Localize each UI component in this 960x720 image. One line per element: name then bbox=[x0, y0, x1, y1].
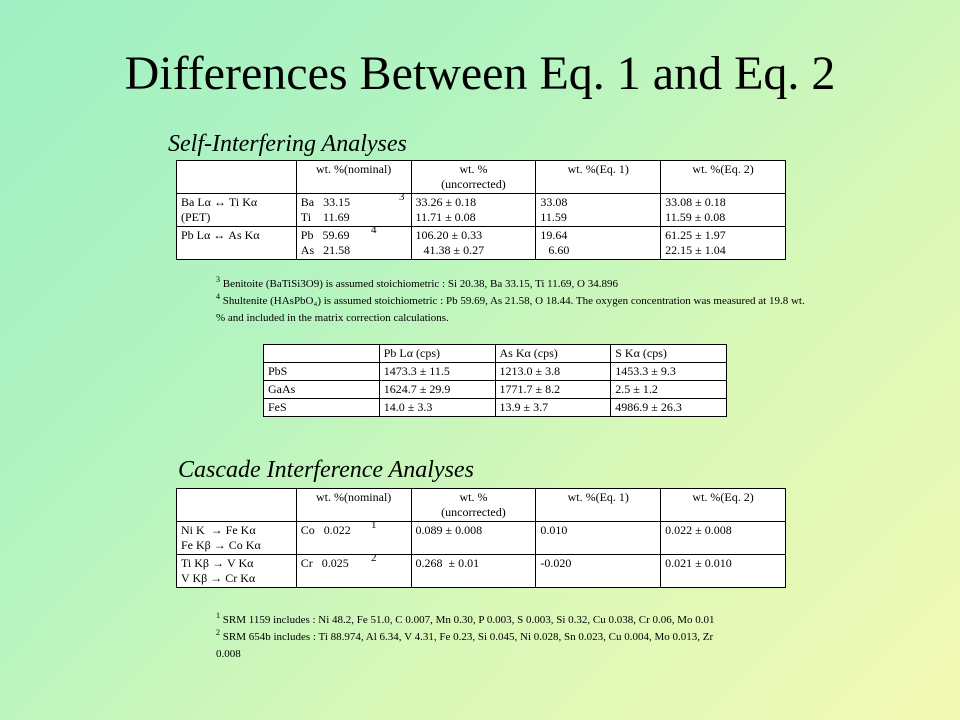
footnote-marker: 1 bbox=[371, 519, 377, 531]
line-cell bbox=[177, 555, 297, 588]
eq2-value: 22.15 ± 1.04 bbox=[665, 243, 726, 257]
footnote-text: SRM 1159 includes : Ni 48.2, Fe 51.0, C 0.007, Mn 0.30, P 0.003, S 0.003, Si 0.32, Cu 0.038, Cr 0.06, Mo 0.01 bbox=[220, 614, 715, 626]
footnote-sup: 1 bbox=[216, 611, 220, 620]
table-row bbox=[177, 555, 786, 588]
nominal-value: Co 0.022 bbox=[300, 523, 351, 537]
footnote-marker: 3 bbox=[399, 191, 405, 203]
header-cell bbox=[411, 489, 536, 522]
header-cell: Pb Lα (cps) bbox=[379, 345, 495, 363]
sample-cell: PbS bbox=[264, 363, 380, 381]
eq1-cell bbox=[536, 227, 661, 260]
footnote-sup: 3 bbox=[216, 275, 220, 284]
nominal-cell bbox=[296, 224, 411, 260]
value-cell: 1771.7 ± 8.2 bbox=[495, 381, 611, 399]
eq1-cell: -0.020 bbox=[536, 555, 661, 588]
nominal-value: Ba 33.15 bbox=[300, 195, 351, 209]
uncorrected-value: 106.20 ± 0.33 bbox=[415, 228, 483, 242]
header-line: wt. % (uncorrected) bbox=[441, 162, 506, 191]
footnote bbox=[216, 629, 716, 662]
uncorrected-value: 33.26 ± 0.18 bbox=[415, 195, 477, 209]
eq1-cell: 0.010 bbox=[536, 522, 661, 555]
footnotes-section2 bbox=[216, 612, 716, 662]
table-row bbox=[177, 522, 786, 555]
header-cell: wt. %(Eq. 2) bbox=[661, 161, 786, 194]
line-cell bbox=[177, 522, 297, 555]
uncorrected-cell bbox=[411, 194, 536, 227]
line-label: Fe Kβ → Co Kα bbox=[181, 538, 261, 552]
header-cell: wt. %(Eq. 1) bbox=[536, 489, 661, 522]
nominal-value: Ti 11.69 bbox=[300, 210, 350, 224]
cascade-table bbox=[176, 488, 786, 588]
header-cell bbox=[264, 345, 380, 363]
line-label: Ti Kβ → V Kα bbox=[181, 556, 254, 570]
line-label: V Kβ → Cr Kα bbox=[181, 571, 256, 585]
value-cell: 1213.0 ± 3.8 bbox=[495, 363, 611, 381]
header-cell: S Kα (cps) bbox=[611, 345, 727, 363]
eq1-value: 19.64 bbox=[540, 228, 568, 242]
nominal-cell bbox=[296, 552, 411, 588]
eq1-value: 11.59 bbox=[540, 210, 567, 224]
uncorrected-cell: 0.268 ± 0.01 bbox=[411, 555, 536, 588]
header-cell bbox=[177, 161, 297, 194]
line-cell bbox=[177, 194, 297, 227]
footnote bbox=[216, 612, 716, 629]
self-interfering-table bbox=[176, 160, 786, 260]
table-header-row bbox=[177, 161, 786, 194]
nominal-value: As 21.58 bbox=[300, 243, 351, 257]
table-row bbox=[177, 227, 786, 260]
table-row bbox=[177, 194, 786, 227]
eq2-value: 33.08 ± 0.18 bbox=[665, 195, 726, 209]
footnote-sup: 4 bbox=[216, 292, 220, 301]
line-label: Pb Lα ↔ As Kα bbox=[181, 228, 260, 242]
eq2-cell bbox=[661, 227, 786, 260]
cascade-heading: Cascade Interference Analyses bbox=[178, 457, 474, 483]
sample-cell: FeS bbox=[264, 399, 380, 417]
table-row bbox=[264, 363, 727, 381]
header-cell: wt. %(Eq. 1) bbox=[536, 161, 661, 194]
value-cell: 14.0 ± 3.3 bbox=[379, 399, 495, 417]
line-cell bbox=[177, 227, 297, 260]
sample-cell: GaAs bbox=[264, 381, 380, 399]
nominal-value: Cr 0.025 bbox=[300, 556, 349, 570]
eq1-value: 33.08 bbox=[540, 195, 568, 209]
value-cell: 13.9 ± 3.7 bbox=[495, 399, 611, 417]
eq2-value: 11.59 ± 0.08 bbox=[665, 210, 726, 224]
uncorrected-cell: 0.089 ± 0.008 bbox=[411, 522, 536, 555]
value-cell: 2.5 ± 1.2 bbox=[611, 381, 727, 399]
table-header-row bbox=[264, 345, 727, 363]
line-label: (PET) bbox=[181, 210, 211, 224]
header-cell: wt. %(nominal) bbox=[296, 161, 411, 194]
header-cell bbox=[411, 161, 536, 194]
footnote bbox=[216, 276, 816, 293]
table-row bbox=[264, 381, 727, 399]
uncorrected-cell bbox=[411, 227, 536, 260]
footnote-sup: 2 bbox=[216, 628, 220, 637]
uncorrected-value: 11.71 ± 0.08 bbox=[415, 210, 476, 224]
footnote-marker: 2 bbox=[371, 552, 377, 564]
eq1-value: 6.60 bbox=[548, 243, 570, 257]
cps-table bbox=[263, 344, 727, 417]
nominal-cell bbox=[296, 519, 411, 555]
line-label: Ba Lα ↔ Ti Kα bbox=[181, 195, 258, 209]
table-header-row bbox=[177, 489, 786, 522]
table-row bbox=[264, 399, 727, 417]
footnote-marker: 4 bbox=[371, 224, 377, 236]
header-cell bbox=[177, 489, 297, 522]
nominal-cell bbox=[296, 191, 411, 227]
value-cell: 1473.3 ± 11.5 bbox=[379, 363, 495, 381]
header-line: wt. % (uncorrected) bbox=[441, 490, 506, 519]
value-cell: 4986.9 ± 26.3 bbox=[611, 399, 727, 417]
self-interfering-heading: Self-Interfering Analyses bbox=[168, 131, 407, 157]
eq1-cell bbox=[536, 194, 661, 227]
nominal-value: Pb 59.69 bbox=[300, 228, 350, 242]
line-label: Ni K → Fe Kα bbox=[181, 523, 256, 537]
eq2-cell bbox=[661, 194, 786, 227]
footnote-text: Shultenite (HAsPbO₄) is assumed stoichiometric : Pb 59.69, As 21.58, O 18.44. The oxygen concentration was measured at 19.8 wt. % and included in the matrix correction calculations. bbox=[216, 295, 805, 324]
slide-title: Differences Between Eq. 1 and Eq. 2 bbox=[124, 47, 836, 100]
header-cell: As Kα (cps) bbox=[495, 345, 611, 363]
header-cell: wt. %(nominal) bbox=[296, 489, 411, 522]
footnotes-section1 bbox=[216, 276, 816, 326]
footnote-text: SRM 654b includes : Ti 88.974, Al 6.34, V 4.31, Fe 0.23, Si 0.045, Ni 0.028, Sn 0.023, Cu 0.004, Mo 0.013, Zr 0.008 bbox=[216, 631, 714, 660]
footnote bbox=[216, 293, 816, 326]
eq2-cell: 0.021 ± 0.010 bbox=[661, 555, 786, 588]
value-cell: 1624.7 ± 29.9 bbox=[379, 381, 495, 399]
uncorrected-value: 41.38 ± 0.27 bbox=[423, 243, 485, 257]
eq2-cell: 0.022 ± 0.008 bbox=[661, 522, 786, 555]
footnote-text: Benitoite (BaTiSi3O9) is assumed stoichiometric : Si 20.38, Ba 33.15, Ti 11.69, O 34.896 bbox=[220, 278, 618, 290]
header-cell: wt. %(Eq. 2) bbox=[661, 489, 786, 522]
eq2-value: 61.25 ± 1.97 bbox=[665, 228, 726, 242]
value-cell: 1453.3 ± 9.3 bbox=[611, 363, 727, 381]
